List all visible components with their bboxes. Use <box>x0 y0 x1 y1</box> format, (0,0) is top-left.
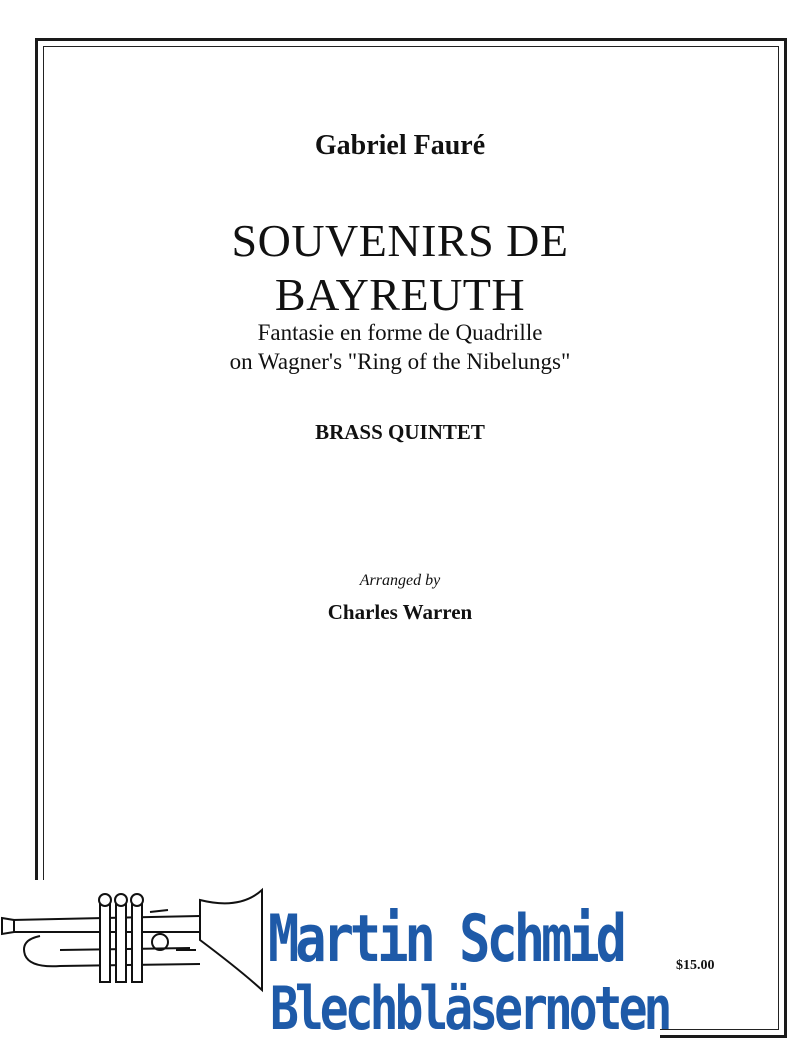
title-line-2: BAYREUTH <box>274 269 526 320</box>
work-title <box>0 214 800 322</box>
arranger-name: Charles Warren <box>327 600 473 624</box>
subtitle-line-1: Fantasie en forme de Quadrille <box>257 320 543 345</box>
work-subtitle <box>0 318 800 376</box>
trumpet-icon <box>0 880 270 1000</box>
publisher-logo <box>0 880 669 1052</box>
subtitle-line-2: on Wagner's "Ring of the Nibelungs" <box>229 349 571 374</box>
title-line-1: SOUVENIRS DE <box>231 215 569 266</box>
logo-line-1: Martin Schmid <box>268 902 623 977</box>
arranged-by-label: Arranged by <box>359 572 441 589</box>
logo-line-2: Blechbläsernoten <box>270 974 669 1044</box>
price-label: $15.00 <box>676 958 715 973</box>
composer-name: Gabriel Fauré <box>314 130 486 161</box>
ensemble-label: BRASS QUINTET <box>315 420 485 444</box>
